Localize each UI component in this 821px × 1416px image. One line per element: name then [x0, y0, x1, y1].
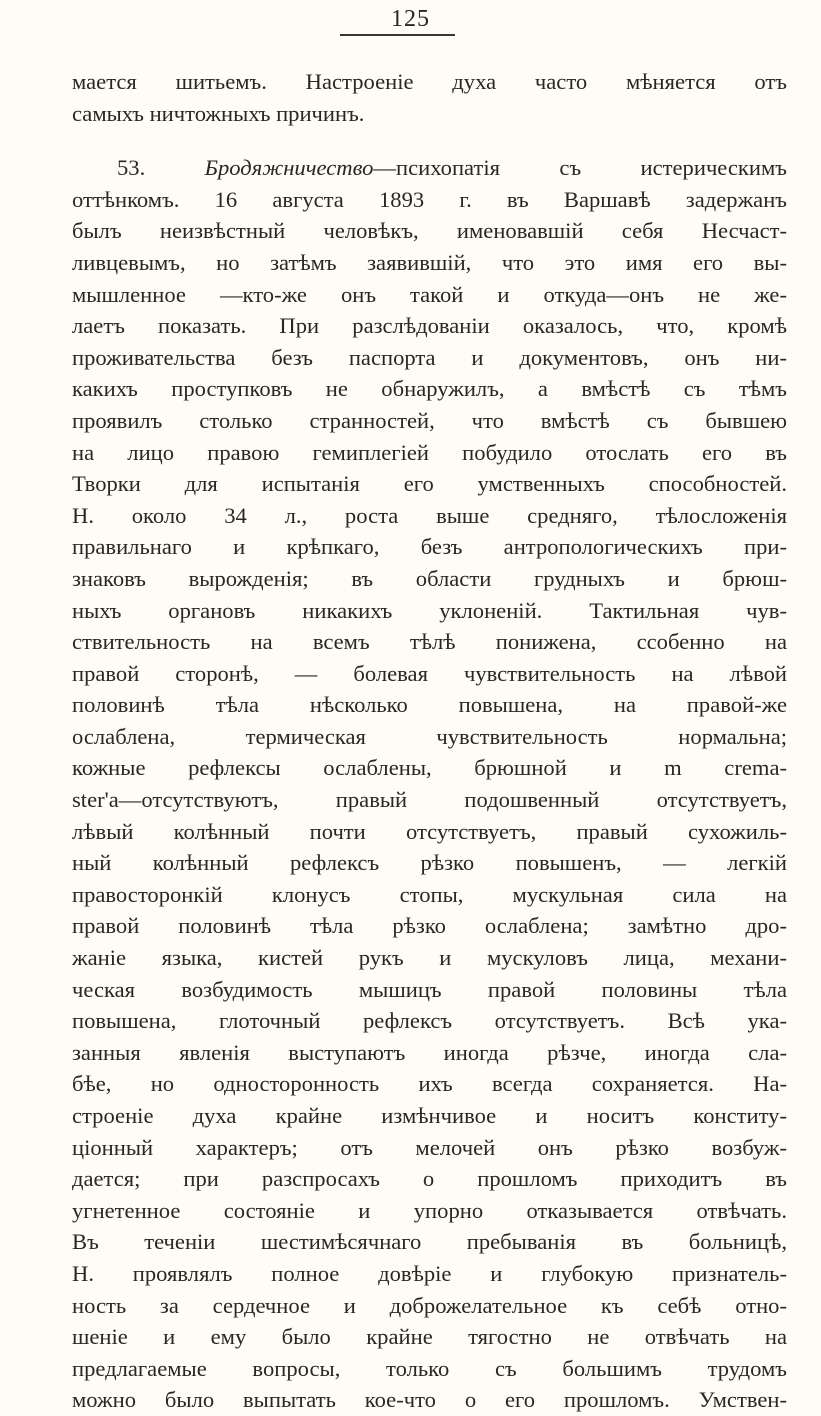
- text-line: ливцевымъ, но затѣмъ заявившій, что это имя его вы-: [72, 249, 787, 275]
- text-line: бѣе, но односторонность ихъ всегда сохраняется. На-: [72, 1071, 787, 1097]
- text-line: кожные рефлексы ослаблены, брюшной и m crema-: [72, 755, 787, 781]
- paragraph-first-line: [72, 152, 787, 184]
- text-line: правой половинѣ тѣла рѣзко ослаблена; замѣтно дро-: [72, 913, 787, 939]
- text-line: ческая возбудимость мышицъ правой половины тѣла: [72, 976, 787, 1002]
- text-line: ность за сердечное и доброжелательное къ себѣ отно-: [72, 1292, 787, 1318]
- text-line: шеніе и ему было крайне тягостно не отвѣчать на: [72, 1324, 787, 1350]
- text-line: какихъ проступковъ не обнаружилъ, а вмѣстѣ съ тѣмъ: [72, 376, 787, 402]
- first-line-rest: —психопатія съ истерическимъ: [373, 155, 787, 181]
- text-line: жаніе языка, кистей рукъ и мускуловъ лица, механи-: [72, 945, 787, 971]
- text-line: повышена, глоточный рефлексъ отсутствуетъ. Всѣ ука-: [72, 1008, 787, 1034]
- text-line: Въ теченіи шестимѣсячнаго пребыванія въ больницѣ,: [72, 1229, 787, 1255]
- text-line: занныя явленія выступаютъ иногда рѣзче, иногда сла-: [72, 1039, 787, 1065]
- text-line: мается шитьемъ. Настроеніе духа часто мѣняется отъ: [72, 69, 787, 94]
- text-line: Н. проявлялъ полное довѣріе и глубокую признатель-: [72, 1260, 787, 1286]
- header-rule: [340, 34, 455, 36]
- text-line: Н. около 34 л., роста выше средняго, тѣлосложенія: [72, 502, 787, 528]
- text-line: правильнаго и крѣпкаго, безъ антропологическихъ при-: [72, 534, 787, 560]
- text-line: дается; при разспросахъ о прошломъ приходитъ въ: [72, 1166, 787, 1192]
- case-number: 53.: [117, 155, 146, 181]
- text-line: строеніе духа крайне измѣнчивое и носитъ конститу-: [72, 1103, 787, 1128]
- text-line: половинѣ тѣла нѣсколько повышена, на правой-же: [72, 692, 787, 718]
- text-line: ныхъ органовъ никакихъ уклоненій. Тактильная чув-: [72, 597, 787, 623]
- text-line: угнетенное состояніе и упорно отказывается отвѣчать.: [72, 1197, 787, 1223]
- text-line: оттѣнкомъ. 16 августа 1893 г. въ Варшавѣ задержанъ: [72, 186, 787, 212]
- text-line: ціонный характеръ; отъ мелочей онъ рѣзко возбуж-: [72, 1134, 787, 1160]
- text-line: ный колѣнный рефлексъ рѣзко повышенъ, — легкій: [72, 850, 787, 876]
- text-line: ствительность на всемъ тѣлѣ понижена, ссобенно на: [72, 629, 787, 655]
- text-line: можно было выпытать кое-что о его прошломъ. Умствен-: [72, 1387, 787, 1413]
- text-line: былъ неизвѣстный человѣкъ, именовавшій себя Несчаст-: [72, 218, 787, 244]
- text-line: проживательства безъ паспорта и документовъ, онъ ни-: [72, 344, 787, 370]
- text-line: мышленное —кто-же онъ такой и откуда—онъ не же-: [72, 281, 787, 307]
- text-line: Творки для испытанія его умственныхъ способностей.: [72, 471, 787, 497]
- text-line: лѣвый колѣнный почти отсутствуетъ, правый сухожиль-: [72, 818, 787, 844]
- page-number: 125: [391, 6, 430, 32]
- text-line: знаковъ вырожденія; въ области грудныхъ и брюш-: [72, 565, 787, 591]
- paragraph-gap: [72, 129, 787, 152]
- text-line: на лицо правою гемиплегіей побудило отослать его въ: [72, 439, 787, 465]
- text-line: правосторонкій клонусъ стопы, мускульная сила на: [72, 881, 787, 907]
- body-text: [72, 66, 787, 1416]
- text-line: предлагаемые вопросы, только съ большимъ трудомъ: [72, 1355, 787, 1381]
- paragraph-case-53: [72, 152, 787, 1416]
- text-line: лаетъ показать. При разслѣдованіи оказалось, что, кромѣ: [72, 313, 787, 339]
- text-line: ослаблена, термическая чувствительность нормальна;: [72, 723, 787, 749]
- paragraph-continued: [72, 66, 787, 129]
- text-line: правой сторонѣ, — болевая чувствительность на лѣвой: [72, 660, 787, 686]
- text-line: ster'a—отсутствуютъ, правый подошвенный отсутствуетъ,: [72, 787, 787, 813]
- case-lines: [72, 184, 787, 1416]
- text-line: проявилъ столько странностей, что вмѣстѣ съ бывшею: [72, 407, 787, 433]
- case-title: Бродяжничество: [204, 155, 374, 181]
- text-line: самыхъ ничтожныхъ причинъ.: [72, 100, 365, 126]
